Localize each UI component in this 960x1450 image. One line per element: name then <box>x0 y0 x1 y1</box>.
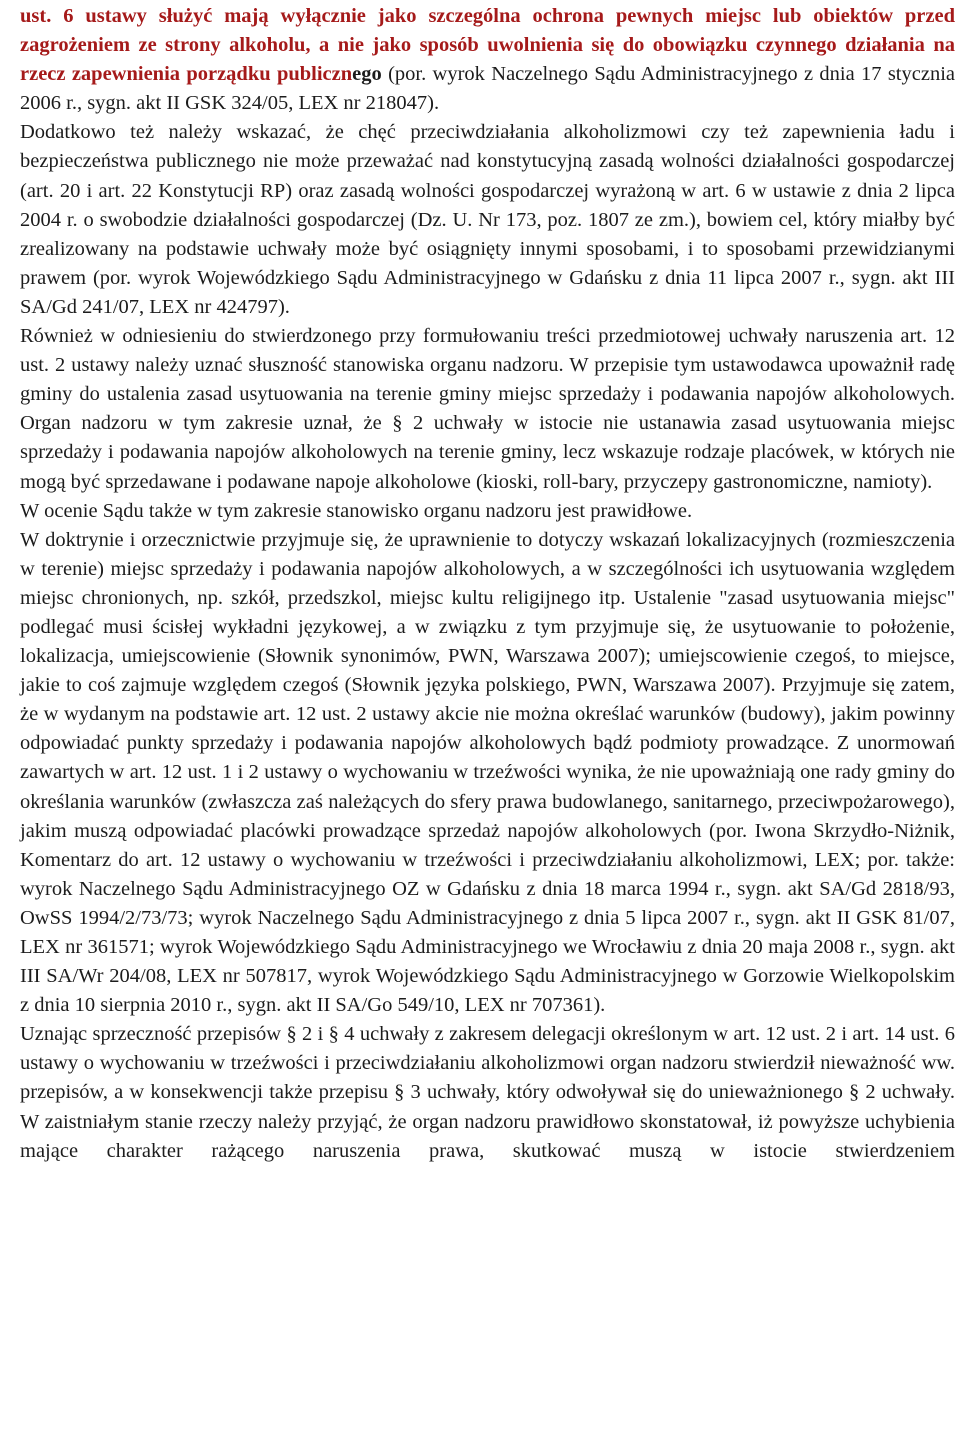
highlighted-text: ust. 6 ustawy służyć mają wyłącznie jako szczególna ochrona pewnych miejsc lub obiektów przed zagrożeniem ze strony alkoholu, a nie jako sposób uwolnienia się do obowiązku czynnego działania na rzecz zapewnienia porządku publiczn <box>20 5 955 86</box>
document-page <box>20 2 955 1166</box>
paragraph-3: Również w odniesieniu do stwierdzonego przy formułowaniu treści przedmiotowej uchwały naruszenia art. 12 ust. 2 ustawy należy uznać słuszność stanowiska organu nadzoru. W przepisie tym ustawodawca upoważnił radę gminy do ustalenia zasad usytuowania na terenie gminy miejsc sprzedaży i podawania napojów alkoholowych. Organ nadzoru w tym zakresie uznał, że § 2 uchwały w istocie nie ustanawia zasad usytuowania miejsc sprzedaży i podawania napojów alkoholowych na terenie gminy, lecz wskazuje rodzaje placówek, w których nie mogą być sprzedawane i podawane napoje alkoholowe (kioski, roll-bary, przyczepy gastronomiczne, namioty). <box>20 325 955 493</box>
paragraph-text: (por. wyrok Naczelnego Sądu Administracyjnego z dnia 17 stycznia 2006 r., sygn. akt II GSK 324/05, LEX nr 218047). <box>20 63 955 115</box>
paragraph-5: W doktrynie i orzecznictwie przyjmuje się, że uprawnienie to dotyczy wskazań lokalizacyjnych (rozmieszczenia w terenie) miejsc sprzedaży i podawania napojów alkoholowych, a w szczególności ich usytuowania względem miejsc chronionych, np. szkół, przedszkol, miejsc kultu religijnego itp. Ustalenie "zasad usytuowania miejsc" podlegać musi ścisłej wykładni językowej, a w związku z tym przyjmuje się, że usytuowanie to położenie, lokalizacja, umiejscowienie (Słownik synonimów, PWN, Warszawa 2007); umiejscowienie czegoś, to miejsce, jakie to coś zajmuje względem czegoś (Słownik języka polskiego, PWN, Warszawa 2007). Przyjmuje się zatem, że w wydanym na podstawie art. 12 ust. 2 ustawy akcie nie można określać warunków (budowy), jakim powinny odpowiadać punkty sprzedaży i podawania napojów alkoholowych bądź podmioty prowadzące. Z unormowań zawartych w art. 12 ust. 1 i 2 ustawy o wychowaniu w trzeźwości wynika, że nie upoważniają one rady gminy do określania warunków (zwłaszcza zaś należących do sfery prawa budowlanego, sanitarnego, przeciwpożarowego), jakim muszą odpowiadać placówki prowadzące sprzedaż napojów alkoholowych (por. Iwona Skrzydło-Niżnik, Komentarz do art. 12 ustawy o wychowaniu w trzeźwości i przeciwdziałaniu alkoholizmowi, LEX; por. także: wyrok Naczelnego Sądu Administracyjnego OZ w Gdańsku z dnia 18 marca 1994 r., sygn. akt SA/Gd 2818/93, OwSS 1994/2/73/73; wyrok Naczelnego Sądu Administracyjnego z dnia 5 lipca 2007 r., sygn. akt II GSK 81/07, LEX nr 361571; wyrok Wojewódzkiego Sądu Administracyjnego we Wrocławiu z dnia 20 maja 2008 r., sygn. akt III SA/Wr 204/08, LEX nr 507817, wyrok Wojewódzkiego Sądu Administracyjnego w Gorzowie Wielkopolskim z dnia 10 sierpnia 2010 r., sygn. akt II SA/Go 549/10, LEX nr 707361). <box>20 528 955 1017</box>
paragraph-6: Uznając sprzeczność przepisów § 2 i § 4 uchwały z zakresem delegacji określonym w art. 12 ust. 2 i art. 14 ust. 6 ustawy o wychowaniu w trzeźwości i przeciwdziałaniu alkoholizmowi organ nadzoru stwierdził nieważność ww. przepisów, a w konsekwencji także przepisu § 3 uchwały, który odwoływał się do unieważnionego § 2 uchwały. W zaistniałym stanie rzeczy należy przyjąć, że organ nadzoru prawidłowo skonstatował, iż powyższe uchybienia mające charakter rażącego naruszenia prawa, skutkować muszą w istocie stwierdzeniem <box>20 1023 955 1162</box>
paragraph-4: W ocenie Sądu także w tym zakresie stanowisko organu nadzoru jest prawidłowe. <box>20 499 693 522</box>
bold-text: ego <box>352 63 382 86</box>
paragraph-1 <box>20 2 955 118</box>
paragraph-2: Dodatkowo też należy wskazać, że chęć przeciwdziałania alkoholizmowi czy też zapewnienia ładu i bezpieczeństwa publicznego nie może przeważać nad konstytucyjną zasadą wolności działalności gospodarczej (art. 20 i art. 22 Konstytucji RP) oraz zasadą wolności gospodarczej wyrażoną w art. 6 w ustawie z dnia 2 lipca 2004 r. o swobodzie działalności gospodarczej (Dz. U. Nr 173, poz. 1807 ze zm.), bowiem cel, który miałby być zrealizowany na podstawie uchwały może być osiągnięty innymi sposobami, i to sposobami przewidzianymi prawem (por. wyrok Wojewódzkiego Sądu Administracyjnego w Gdańsku z dnia 11 lipca 2007 r., sygn. akt III SA/Gd 241/07, LEX nr 424797). <box>20 121 955 318</box>
